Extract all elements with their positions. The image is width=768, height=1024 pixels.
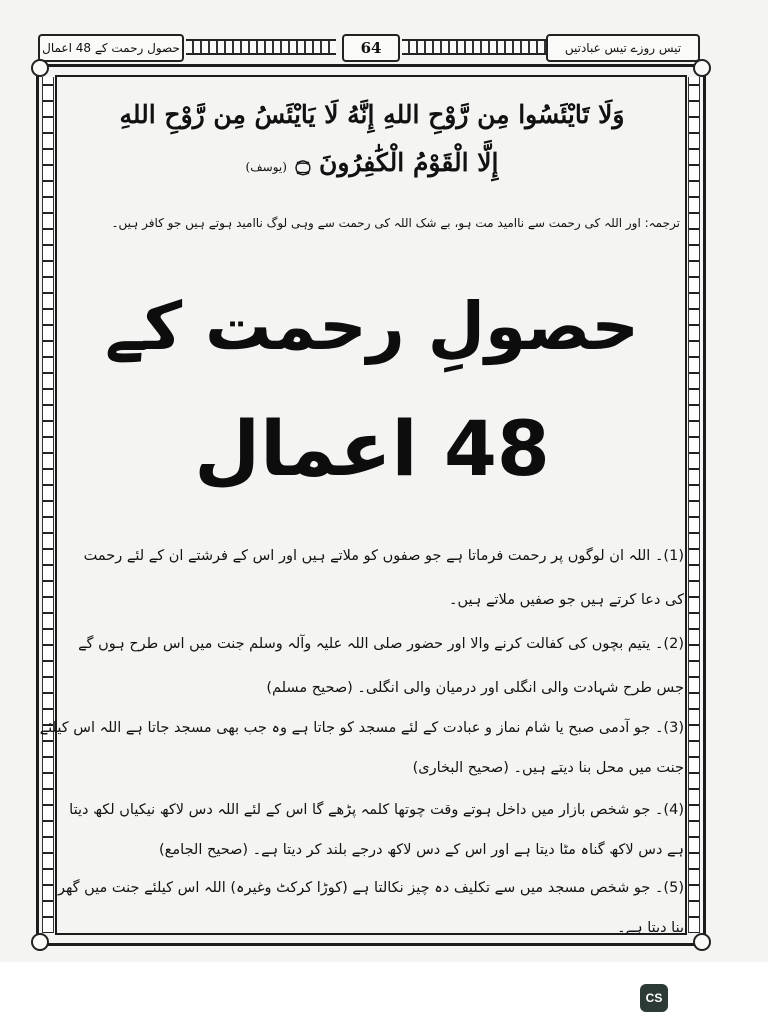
border-chain-left [42,77,54,933]
header-ornament [402,39,546,55]
corner-ornament [693,933,711,951]
corner-ornament [693,59,711,77]
text-line: (2)۔ یتیم بچوں کی کفالت کرنے والا اور حضور صلی اللہ علیہ وآلہ وسلم جنت میں اس طرح ہوں گے [78,636,684,652]
corner-ornament [31,59,49,77]
verse-reference: (یوسف) [245,160,287,174]
corner-ornament [31,933,49,951]
text-line: ہے دس لاکھ گناہ مٹا دیتا ہے اور اس کے دس لاکھ درجے بلند کر دیتا ہے۔ (صحیح الجامع) [159,842,684,858]
running-title-left: حصول رحمت کے 48 اعمال [38,34,184,62]
chapter-title-line-1: حصولِ رحمت کے [105,288,639,365]
chapter-title-line-2: 48 اعمال [194,404,550,493]
header-ornament [186,39,336,55]
page-number: 64 [342,34,400,62]
text-line: (5)۔ جو شخص مسجد میں سے تکلیف دہ چیز نکالتا ہے (کوڑا کرکٹ وغیرہ) اللہ اس کیلئے جنت میں گھر [57,880,684,896]
text-line: کی دعا کرتے ہیں جو صفیں ملاتے ہیں۔ [449,592,684,608]
quran-verse-line-1: وَلَا تَايْئَسُوا مِن رَّوْحِ اللهِ إِنَّهُ لَا يَايْئَسُ مِن رَّوْحِ اللهِ [119,100,625,129]
text-line: (3)۔ جو آدمی صبح یا شام نماز و عبادت کے لئے مسجد کو جاتا ہے وہ جب بھی مسجد جاتا ہے اللہ اس کیلئے [39,720,684,736]
page-content [39,82,688,936]
text-line: بنا دیتا ہے۔ [617,920,684,936]
page-header [38,30,700,64]
quran-verse-line-2-text: إِلَّا الْقَوْمُ الْكَٰفِرُونَ ۝ [295,148,499,177]
camscanner-badge: CS [640,984,668,1012]
text-line: جس طرح شہادت والی انگلی اور درمیان والی انگلی۔ (صحیح مسلم) [266,680,684,696]
text-line: (4)۔ جو شخص بازار میں داخل ہوتے وقت چوتھا کلمہ پڑھے گا اس کے لئے اللہ دس لاکھ نیکیاں لکھ دیتا [69,802,684,818]
running-title-right: تیس روزے تیس عبادتیں [546,34,700,62]
border-chain-right [688,77,700,933]
verse-translation: ترجمہ: اور اللہ کی رحمت سے ناامید مت ہو، بے شک اللہ کی رحمت سے وہی لوگ ناامید ہوتے ہیں جو کافر ہیں۔ [111,216,680,230]
text-line: (1)۔ اللہ ان لوگوں پر رحمت فرماتا ہے جو صفوں کو ملاتے ہیں اور اس کے فرشتے ان کے لئے رحمت [83,548,684,564]
text-line: جنت میں محل بنا دیتے ہیں۔ (صحیح البخاری) [412,760,684,776]
quran-verse-line-2 [56,148,688,177]
